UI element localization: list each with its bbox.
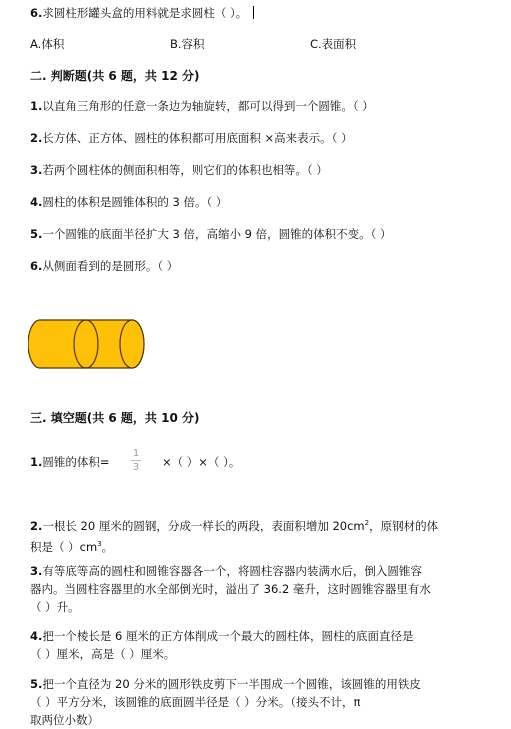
superscript: 3 [97,539,102,548]
fill-item-1 [30,454,110,470]
question-text: 求圆柱形罐头盒的用料就是求圆柱（ ）。 [42,6,248,20]
item-text: 若两个圆柱体的侧面积相等，则它们的体积也相等。（ ） [42,163,328,177]
line-1 [30,627,480,645]
item-number: 3. [30,163,43,177]
item-text-1: 把一个直径为 20 分米的圆形铁皮剪下一半围成一个圆锥，该圆锥的用铁皮 [42,677,421,691]
superscript: 2 [364,519,370,527]
line-2: 器内。当圆柱容器里的水全部倒光时，溢出了 36.2 毫升，这时圆锥容器里有水 [30,582,431,596]
fill-item-2 [30,514,480,556]
item-number: 5. [30,677,43,691]
item-text-1-end: ，原钢材的体 [369,518,439,533]
line-1 [30,675,480,693]
item-text-1: 一根长 20 厘米的圆钢，分成一样长的两段，表面积增加 20cm [42,518,365,533]
fill-item-5 [30,675,480,729]
item-text: 一个圆锥的底面半径扩大 3 倍，高缩小 9 倍，圆锥的体积不变。（ ） [42,227,392,241]
item-number: 6. [30,259,43,273]
judge-item-2 [30,130,353,146]
line-3: （ ）升。 [30,600,80,614]
line-2: （ ）厘米，高是（ ）厘米。 [30,647,176,661]
line-1 [30,562,480,580]
item-text-1: 有等底等高的圆柱和圆锥容器各一个，将圆柱容器内装满水后，倒入圆锥容 [42,564,422,578]
line-2: （ ）平方分米，该圆锥的底面圆半径是（ ）分米。（接头不计，π [30,695,361,709]
fill-item-1-tail: ×（ ）×（ ）。 [162,455,241,469]
cylinder-figure [28,316,150,372]
fraction-bar [131,460,141,461]
item-text: 从侧面看到的是圆形。（ ） [42,259,179,273]
cylinder-end-face [120,320,144,368]
judge-item-3 [30,162,328,178]
item-text: 圆锥的体积= [42,455,110,469]
item-text: 圆柱的体积是圆锥体积的 3 倍。（ ） [42,195,228,209]
item-text-2: 积是（ ）cm [30,539,98,554]
line-1 [30,514,480,535]
option-b[interactable]: B.容积 [170,37,205,51]
item-number: 4. [30,195,43,209]
question-6-mc [30,5,254,21]
line-2 [30,535,480,556]
fraction-numerator: 1 [132,448,140,459]
item-text-2-end: 。 [101,539,114,554]
item-number: 2. [30,131,43,145]
fill-item-3 [30,562,480,616]
option-c[interactable]: C.表面积 [310,37,357,51]
option-a[interactable]: A.体积 [30,37,65,51]
item-number: 1. [30,455,43,469]
section-3-title: 三. 填空题(共 6 题，共 10 分) [30,411,200,425]
section-2-title: 二. 判断题(共 6 题，共 12 分) [30,69,200,83]
item-number: 2. [30,518,43,533]
judge-item-6 [30,258,178,274]
fraction-denominator: 3 [132,462,140,473]
text-cursor [253,6,254,19]
item-text-1: 把一个棱长是 6 厘米的正方体削成一个最大的圆柱体，圆柱的底面直径是 [42,629,414,643]
item-number: 1. [30,99,43,113]
line-3: 取两位小数） [30,713,99,727]
fill-item-4 [30,627,480,663]
item-number: 5. [30,227,43,241]
item-number: 3. [30,564,43,578]
item-text: 长方体、正方体、圆柱的体积都可用底面积 ×高来表示。（ ） [42,131,353,145]
judge-item-1 [30,98,374,114]
judge-item-5 [30,226,392,242]
fraction-one-third [131,448,141,473]
item-number: 4. [30,629,43,643]
judge-item-4 [30,194,227,210]
item-text: 以直角三角形的任意一条边为轴旋转，都可以得到一个圆锥。（ ） [42,99,374,113]
question-number: 6. [30,6,43,20]
